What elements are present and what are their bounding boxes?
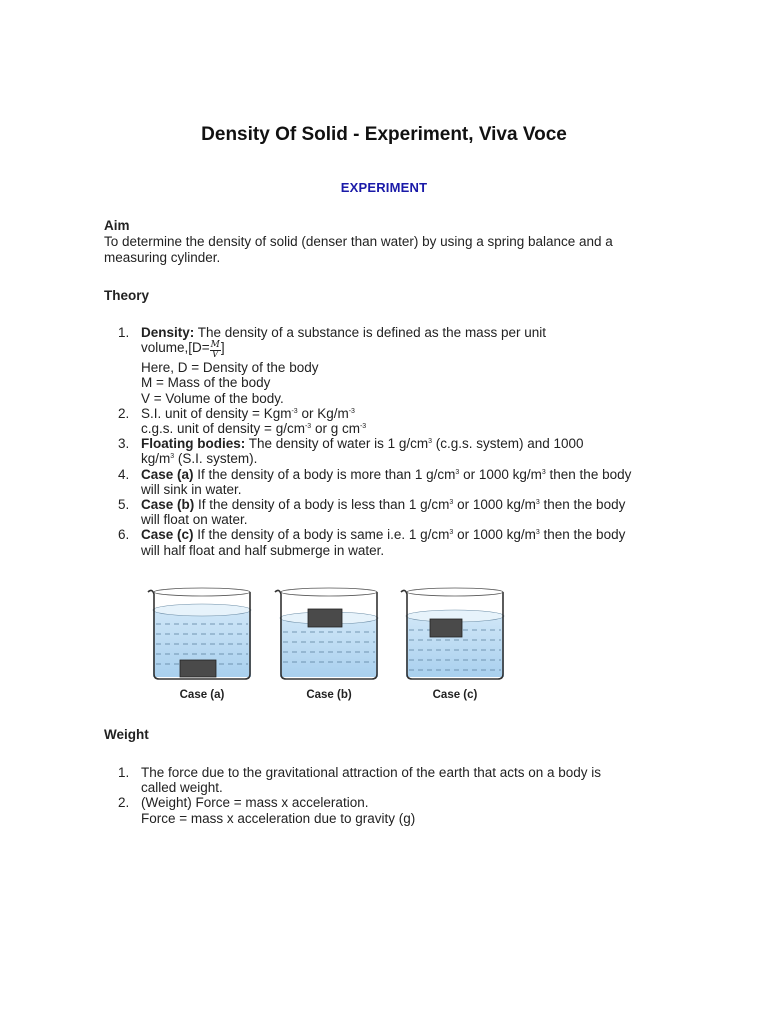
list-item: 1. Density: The density of a substance is defined as the mass per unit volume,[D= $\frac{M}{V}$ ] Here, D = Density of the body M = Mass of the body V = Volume of the body.: [118, 325, 546, 406]
beaker-case-b: [275, 588, 378, 679]
list-item: 2. (Weight) Force = mass x acceleration. Force = mass x acceleration due to gravity (g): [118, 795, 416, 826]
aim-heading: Aim: [104, 218, 130, 233]
weight-heading: Weight: [104, 727, 149, 742]
list-item: 4. Case (a) If the density of a body is more than 1 $g/cm^3$ or 1000 $kg/m^3$ then the body will sink in water.: [118, 466, 632, 497]
section-heading-experiment: EXPERIMENT: [340, 180, 428, 195]
caption-case-c: Case (c): [432, 689, 478, 701]
aim-text: To determine the density of solid (denser than water) by using a spring balance and a measuring cylinder.: [104, 234, 613, 265]
block-half-submerged: [430, 619, 462, 637]
formula-fraction: $\frac{M}{V}$: [210, 340, 220, 361]
list-item: 2. S.I. unit of density = Kgm$^{-3}$ or $Kg/m^{-3}$ c.g.s. unit of density = $g/cm^{-3}$ or g $cm^{-3}$: [118, 405, 367, 437]
beakers-figure: [138, 578, 518, 708]
block-floating: [308, 609, 342, 627]
theory-list: [104, 325, 684, 558]
weight-list: [104, 765, 684, 826]
list-item: 6. Case (c) If the density of a body is same i.e. 1 $g/cm^3$ or 1000 $kg/m^3$ then the body will half float and half submerge in water.: [118, 527, 626, 558]
beaker-case-a: [148, 588, 251, 679]
caption-case-b: Case (b): [306, 689, 352, 701]
list-item: 1. The force due to the gravitational attraction of the earth that acts on a body is called weight.: [118, 765, 602, 796]
list-item: 3. Floating bodies: The density of water is 1 $g/cm^3$ (c.g.s. system) and 1000 $kg/m^3$ (S.I. system).: [118, 436, 584, 467]
page-title: Density Of Solid - Experiment, Viva Voce: [201, 124, 567, 145]
list-item: 5. Case (b) If the density of a body is less than 1 $g/cm^3$ or 1000 $kg/m^3$ then the body will float on water.: [118, 497, 626, 528]
block-sunk: [180, 660, 216, 677]
caption-case-a: Case (a): [179, 689, 225, 701]
theory-heading: Theory: [104, 288, 150, 303]
beaker-case-c: [401, 588, 504, 679]
